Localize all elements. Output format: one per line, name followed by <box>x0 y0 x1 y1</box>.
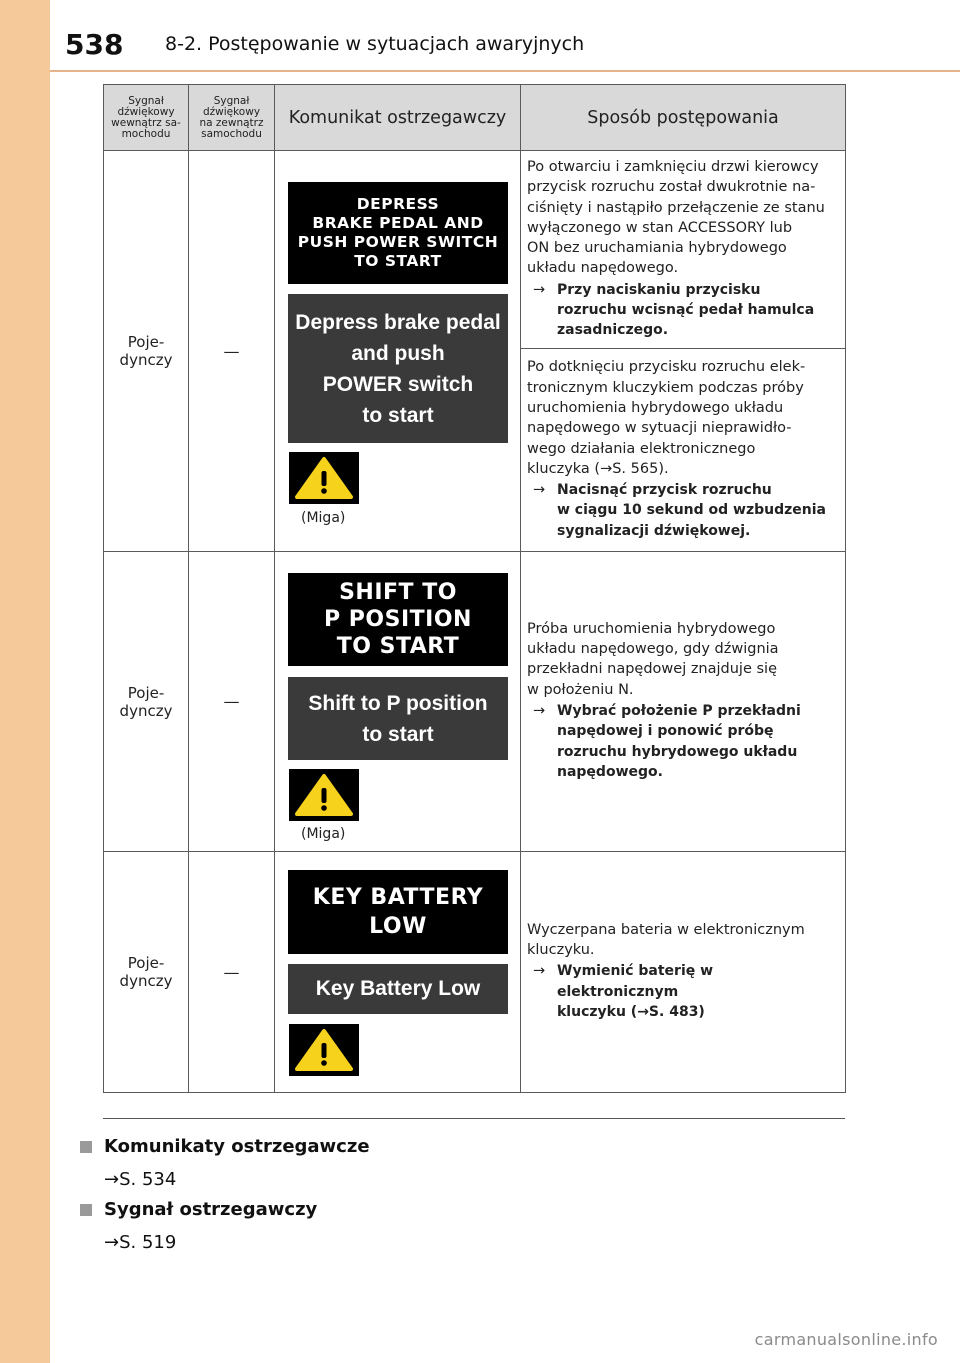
instruction-line: zasadniczego. <box>557 322 669 339</box>
header-line: samochodu <box>201 127 262 140</box>
outside-signal <box>189 552 275 852</box>
screen-line: P POSITION <box>324 607 472 632</box>
screen-line: to start <box>362 722 434 746</box>
action-instruction <box>527 961 839 1022</box>
action-instruction <box>527 701 839 782</box>
col-header-inside <box>104 85 189 151</box>
instruction-line: Wybrać położenie P przekładni <box>557 703 801 719</box>
action-cell <box>521 151 846 349</box>
screen-line: LOW <box>369 914 427 939</box>
bullet-square-icon <box>80 1141 92 1153</box>
action-line: wyłączonego w stan ACCESSORY lub <box>527 219 793 236</box>
action-line: ON bez uruchamiania hybrydowego <box>527 240 787 257</box>
header-divider <box>50 70 960 72</box>
side-tab-strip <box>0 0 50 1363</box>
header-line: dźwiękowy <box>117 105 175 118</box>
header-line: wewnątrz sa- <box>111 116 181 129</box>
arrow-icon: → <box>533 482 546 499</box>
instruction-line: w ciągu 10 sekund od wzbudzenia <box>557 502 827 519</box>
outside-signal-value: — <box>223 692 240 711</box>
instruction-line: kluczyku (→S. 483) <box>557 1003 705 1020</box>
table-header-row <box>104 85 846 151</box>
action-cell <box>521 552 846 852</box>
header-line: Sygnał <box>128 94 164 107</box>
instruction-line: Wymienić baterię w elektronicznym <box>557 963 714 1000</box>
screen-line: Depress brake pedal <box>295 310 501 334</box>
screen-line: POWER switch <box>322 372 474 396</box>
action-cell <box>521 349 846 552</box>
screen-line: to start <box>362 403 434 427</box>
bullet-title: Komunikaty ostrzegawcze <box>104 1136 370 1157</box>
action-line: przekładni napędowej znajduje się <box>527 661 777 678</box>
table-row <box>104 852 846 1093</box>
table-row <box>104 552 846 852</box>
action-line: w położeniu N. <box>527 681 634 698</box>
arrow-icon: → <box>533 281 546 298</box>
warning-icon <box>289 769 359 821</box>
col-header-outside <box>189 85 275 151</box>
warning-table <box>103 84 846 1093</box>
screen-line: KEY BATTERY <box>312 885 484 910</box>
screen-line: and push <box>351 341 445 365</box>
message-screen-caps <box>288 573 508 666</box>
warning-icon <box>289 452 359 504</box>
action-line: Wyczerpana bateria w elektronicznym <box>527 921 805 938</box>
action-line: Po otwarciu i zamknięciu drzwi kierowcy <box>527 158 819 175</box>
header-line: mochodu <box>121 127 171 140</box>
section-divider <box>103 1118 845 1119</box>
action-instruction <box>527 480 839 541</box>
instruction-line: napędowego. <box>557 763 663 780</box>
flash-label: (Miga) <box>301 510 346 526</box>
screen-line: TO START <box>354 252 442 270</box>
inside-signal: Poje- dynczy <box>104 151 189 552</box>
arrow-icon: → <box>533 703 546 719</box>
screen-line: Shift to P position <box>308 691 488 715</box>
bullet-heading <box>80 1136 370 1157</box>
action-line: ciśnięty i nastąpiło przełączenie ze stanu <box>527 199 825 216</box>
bullet-title: Sygnał ostrzegawczy <box>104 1199 318 1220</box>
header-line: Sygnał <box>213 94 250 107</box>
header-line: na zewnątrz <box>199 116 264 129</box>
action-line: Po dotknięciu przycisku rozruchu elek- <box>527 359 806 376</box>
message-cell <box>275 852 521 1093</box>
screen-line: SHIFT TO <box>339 580 457 605</box>
action-instruction <box>527 280 839 341</box>
action-line: kluczyka (→S. 565). <box>527 460 669 477</box>
instruction-line: sygnalizacji dźwiękowej. <box>557 522 751 539</box>
action-line: układu napędowego, gdy dźwignia <box>527 641 779 658</box>
action-line: przycisk rozruchu został dwukrotnie na- <box>527 179 816 196</box>
flash-label: (Miga) <box>301 826 346 842</box>
message-screen-caps <box>288 870 508 954</box>
screen-line: PUSH POWER SWITCH <box>297 233 499 251</box>
warning-icon <box>289 1024 359 1076</box>
outside-signal-value: — <box>223 962 240 982</box>
message-screen-mixed <box>288 677 508 760</box>
outside-signal-value: — <box>223 341 240 361</box>
message-cell <box>275 552 521 852</box>
action-line: Próba uruchomienia hybrydowego <box>527 620 776 637</box>
arrow-icon: → <box>533 963 546 980</box>
instruction-line: rozruchu wcisnąć pedał hamulca <box>557 301 815 318</box>
action-line: kluczyku. <box>527 942 595 959</box>
screen-line: DEPRESS <box>356 195 440 213</box>
page-reference-link[interactable]: →S. 534 <box>104 1169 177 1190</box>
screen-line: Key Battery Low <box>315 977 481 1000</box>
instruction-line: Nacisnąć przycisk rozruchu <box>557 482 772 499</box>
inside-signal: Poje- dynczy <box>104 552 189 852</box>
table-row <box>104 151 846 349</box>
section-title: 8-2. Postępowanie w sytuacjach awaryjnych <box>165 33 585 55</box>
page-header <box>65 28 925 62</box>
screen-line: BRAKE PEDAL AND <box>312 214 484 232</box>
message-screen-caps <box>288 182 508 284</box>
action-line: wego działania elektronicznego <box>527 440 756 457</box>
page-number: 538 <box>65 28 124 61</box>
page-reference-link[interactable]: →S. 519 <box>104 1232 177 1253</box>
inside-signal: Poje- dynczy <box>104 852 189 1093</box>
action-line: napędowego w sytuacji nieprawidło- <box>527 420 792 437</box>
watermark: carmanualsonline.info <box>754 1330 938 1349</box>
instruction-line: Przy naciskaniu przycisku <box>557 281 761 298</box>
outside-signal <box>189 852 275 1093</box>
col-header-message: Komunikat ostrzegawczy <box>275 85 521 151</box>
action-line: tronicznym kluczykiem podczas próby <box>527 379 804 396</box>
instruction-line: rozruchu hybrydowego układu <box>557 743 798 760</box>
action-line: układu napędowego. <box>527 260 679 277</box>
action-cell <box>521 852 846 1093</box>
bullet-square-icon <box>80 1204 92 1216</box>
header-line: dźwiękowy <box>202 105 261 118</box>
message-screen-mixed <box>288 964 508 1014</box>
message-screen-mixed <box>288 294 508 443</box>
screen-line: TO START <box>336 634 460 659</box>
instruction-line: napędowej i ponowić próbę <box>557 723 774 740</box>
bullet-heading <box>80 1199 317 1220</box>
outside-signal <box>189 151 275 552</box>
message-cell <box>275 151 521 552</box>
action-line: uruchomienia hybrydowego układu <box>527 400 784 416</box>
col-header-action: Sposób postępowania <box>521 85 846 151</box>
